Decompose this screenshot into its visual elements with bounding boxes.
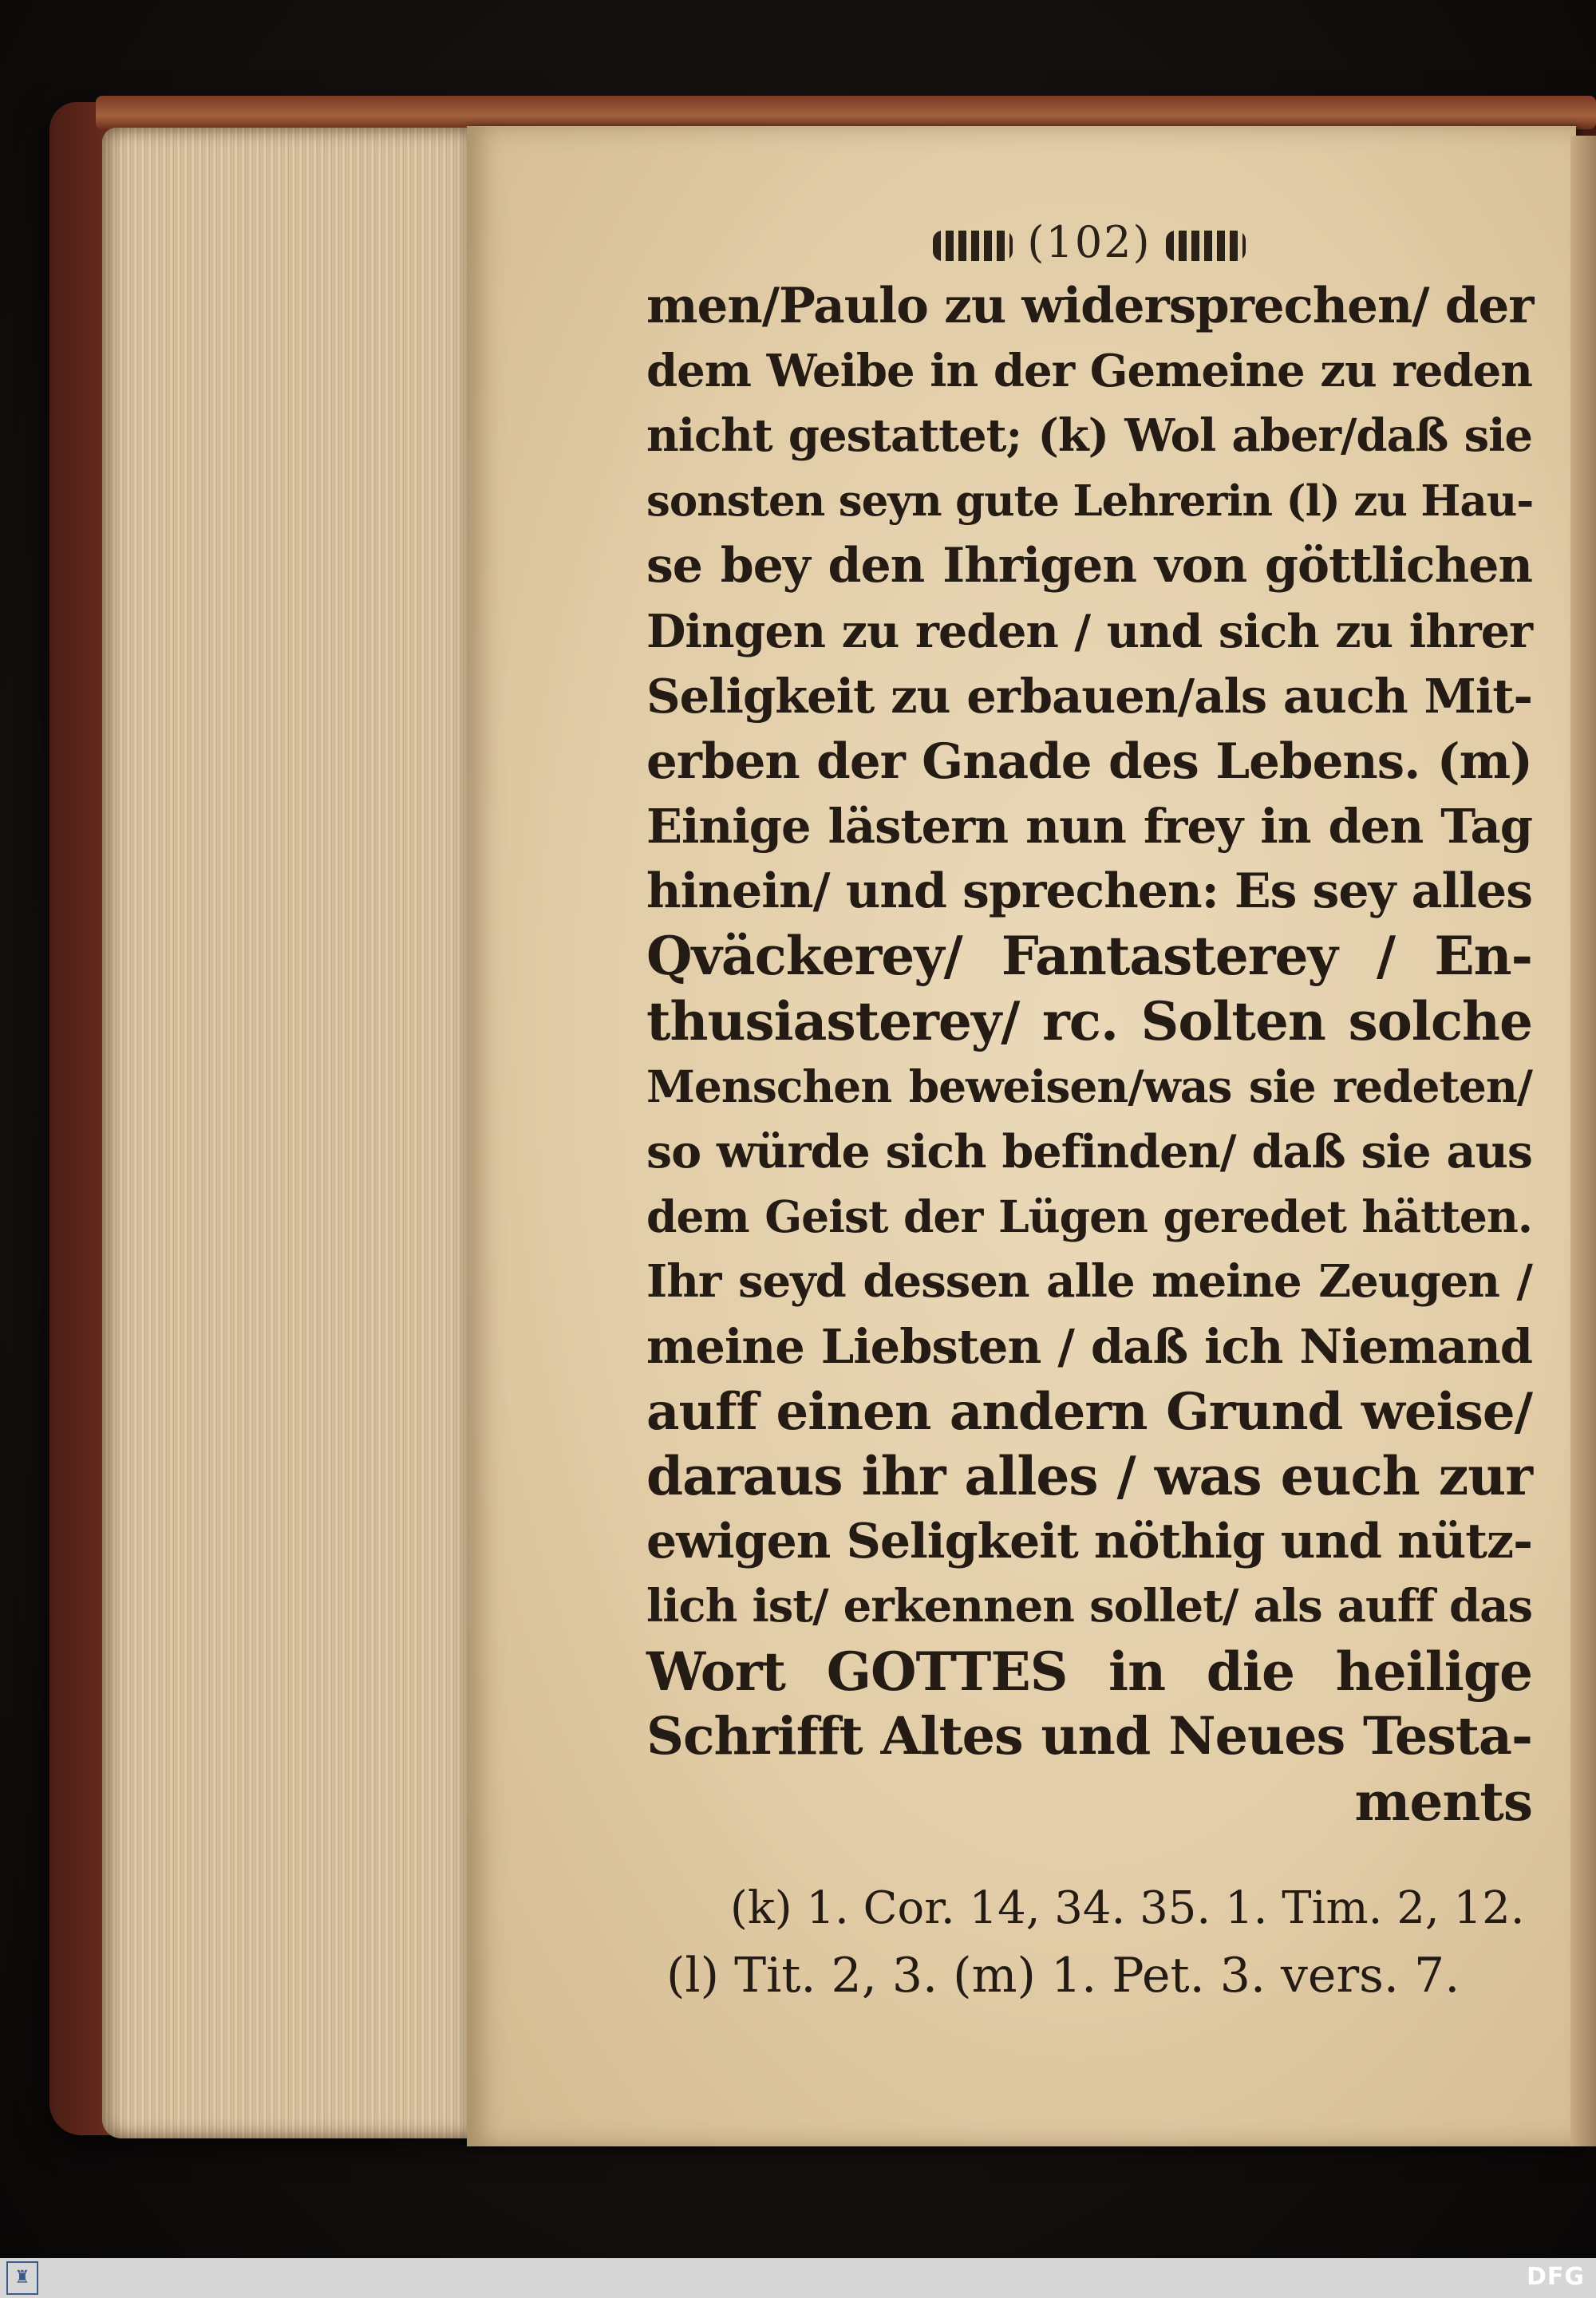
- text-line: daraus ihr alles / was euch zur: [646, 1445, 1532, 1507]
- dfg-logo[interactable]: DFG: [1526, 2263, 1585, 2291]
- text-line: Ihr seyd dessen alle meine Zeugen /: [646, 1254, 1532, 1308]
- text-line: so würde sich befinden/ daß sie aus: [646, 1124, 1532, 1179]
- footnotes: [666, 1875, 1536, 2009]
- footnote: (l) Tit. 2, 3. (m) 1. Pet. 3. vers. 7.: [666, 1948, 1460, 2004]
- page-edges: [102, 128, 477, 2138]
- text-line: erben der Gnade des Lebens. (m): [646, 732, 1532, 790]
- text-line: meine Liebsten / daß ich Niemand: [646, 1319, 1532, 1374]
- ornament-left-icon: [933, 231, 1013, 261]
- text-line: lich ist/ erkennen sollet/ als auff das: [646, 1580, 1532, 1633]
- viewer-bottom-bar: [0, 2258, 1596, 2298]
- text-line: Seligkeit zu erbauen/als auch Mit-: [646, 669, 1532, 724]
- text-line: Wort GOTTES in die heilige: [646, 1640, 1532, 1703]
- text-line: se bey den Ihrigen von göttlichen: [646, 538, 1532, 594]
- text-line: sonsten seyn gute Lehrerin (l) zu Hau-: [646, 476, 1534, 526]
- text-line: Einige lästern nun frey in den Tag: [646, 799, 1532, 854]
- page-right-edge: [1570, 136, 1596, 2146]
- ornament-right-icon: [1166, 231, 1246, 261]
- text-line: Dingen zu reden / und sich zu ihrer: [646, 604, 1532, 658]
- cover-top-edge: [96, 96, 1596, 129]
- text-line: dem Weibe in der Gemeine zu reden: [646, 344, 1532, 397]
- text-line: dem Geist der Lügen geredet hätten.: [646, 1190, 1532, 1242]
- page-text-block: [646, 211, 1532, 1834]
- text-line: Menschen beweisen/was sie redeten/: [646, 1060, 1532, 1112]
- text-line: auff einen andern Grund weise/: [646, 1381, 1532, 1442]
- text-line: Qväckerey/ Fantasterey / En-: [646, 925, 1532, 987]
- library-logo-icon[interactable]: ♜: [6, 2261, 38, 2295]
- text-line: ewigen Seligkeit nöthig und nütz-: [646, 1513, 1532, 1570]
- text-line: hinein/ und sprechen: Es sey alles: [646, 863, 1532, 919]
- text-line: Schrifft Altes und Neues Testa-: [646, 1706, 1532, 1767]
- catchword: ments: [1354, 1770, 1532, 1833]
- text-line: men/Paulo zu widersprechen/ der: [646, 278, 1534, 334]
- page-number: (102): [1027, 217, 1152, 267]
- text-line: nicht gestattet; (k) Wol aber/daß sie: [646, 409, 1532, 462]
- running-head: [646, 211, 1532, 274]
- footnote: (k) 1. Cor. 14, 34. 35. 1. Tim. 2, 12.: [730, 1882, 1525, 1934]
- text-line: thusiasterey/ rc. Solten solche: [646, 989, 1532, 1052]
